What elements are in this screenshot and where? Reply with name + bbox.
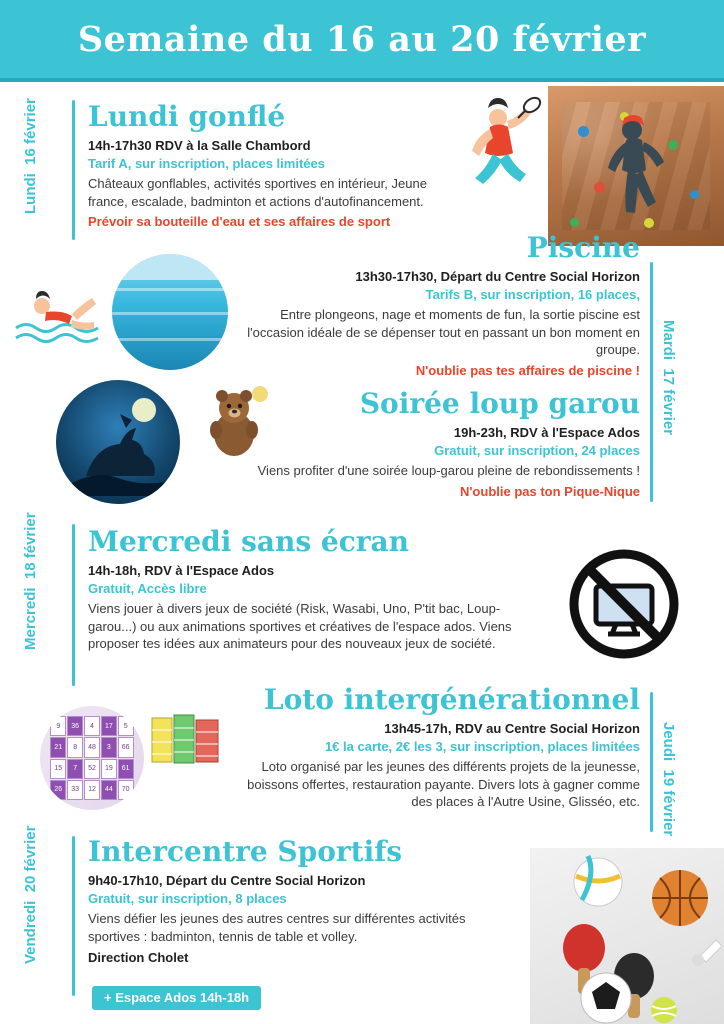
thursday-accent-bar — [650, 692, 653, 832]
event-warning: N'oublie pas ton Pique-Nique — [459, 483, 640, 499]
bingo-card-stack — [150, 712, 222, 768]
event-warning: Prévoir sa bouteille d'eau et ses affaires de sport — [88, 214, 391, 229]
swimming-pool-photo — [112, 254, 228, 370]
day-label-thursday — [660, 722, 677, 837]
event-price: Gratuit, sur inscription, 24 places — [434, 443, 640, 458]
werewolf-illustration — [56, 380, 180, 504]
day-date-thursday: 19 février — [660, 769, 677, 837]
event-block-intercentre — [88, 836, 508, 967]
event-desc: Loto organisé par les jeunes des différents projets de la jeunesse, boissons offertes, restauration payante. Divers lots à gagner comme des places à l'Autre Usine, Glisséo, etc. — [247, 759, 640, 809]
day-date-wednesday: 18 février — [22, 512, 39, 580]
page-title: Semaine du 16 au 20 février — [77, 18, 647, 60]
event-title: Intercentre Sportifs — [88, 835, 403, 868]
header-divider — [0, 78, 724, 82]
event-meta: 13h45-17h, RDV au Centre Social Horizon — [384, 721, 640, 736]
climber-figure-icon — [548, 86, 724, 246]
event-desc: Châteaux gonflables, activités sportives en intérieur, Jeune france, escalade, badminton et actions d'autofinancement. — [88, 176, 427, 209]
monday-accent-bar — [72, 100, 75, 240]
day-name-wednesday: Mercredi — [22, 587, 39, 650]
day-date-tuesday: 17 février — [660, 368, 677, 436]
espace-ados-badge: + Espace Ados 14h-18h — [92, 986, 261, 1010]
event-price: Gratuit, Accès libre — [88, 581, 207, 596]
event-title: Soirée loup garou — [359, 387, 640, 420]
page-header — [0, 0, 724, 78]
event-title: Mercredi sans écran — [88, 525, 410, 558]
sports-equipment-icon — [530, 848, 724, 1024]
event-price: Tarif A, sur inscription, places limitées — [88, 156, 325, 171]
no-screen-icon — [568, 548, 680, 660]
event-block-monday — [88, 101, 468, 230]
event-title: Loto intergénérationnel — [263, 683, 640, 716]
event-price: 1€ la carte, 2€ les 3, sur inscription, places limitées — [324, 739, 640, 754]
no-television-icon — [568, 548, 680, 660]
event-desc: Viens profiter d'une soirée loup-garou pleine de rebondissements ! — [257, 463, 640, 478]
day-name-friday: Vendredi — [22, 900, 39, 964]
event-block-loto — [230, 684, 640, 811]
event-desc: Viens jouer à divers jeux de société (Risk, Wasabi, Uno, P'tit bac, Loup-garou...) ou aux animations sportives et créatives de l'espace ados. Viens proposer tes idées aux animateurs pour des nouveaux jeux de société. — [88, 601, 512, 651]
day-date-monday: 16 février — [22, 98, 39, 165]
day-label-monday — [22, 98, 39, 214]
sports-balls-photo — [530, 848, 724, 1024]
event-price: Tarifs B, sur inscription, 16 places, — [425, 287, 640, 302]
tuesday-accent-bar — [650, 262, 653, 502]
friday-accent-bar — [72, 836, 75, 996]
day-name-tuesday: Mardi — [660, 320, 677, 361]
event-title: Piscine — [526, 231, 640, 264]
badminton-player-illustration — [452, 96, 548, 192]
event-block-piscine — [236, 232, 640, 379]
bingo-tickets-icon — [150, 712, 222, 768]
event-desc: Viens défier les jeunes des autres centres sur différentes activités sportives : badminton, tennis de table et volley. — [88, 911, 466, 944]
event-block-loup-garou — [236, 388, 640, 500]
event-block-mercredi — [88, 526, 548, 653]
climbing-wall-photo — [548, 86, 724, 246]
event-warning: N'oublie pas tes affaires de piscine ! — [415, 362, 640, 378]
event-meta: 14h-18h, RDV à l'Espace Ados — [88, 563, 275, 578]
bear-illustration — [204, 382, 276, 458]
bingo-cards-photo — [40, 706, 144, 810]
badminton-icon — [452, 96, 548, 192]
swimmer-illustration — [14, 284, 102, 348]
bingo-grid: 9 36 4 17 5 21 8 48 3 66 15 7 52 19 61 26 33 12 44 70 — [50, 716, 133, 799]
event-price: Gratuit, sur inscription, 8 places — [88, 891, 287, 906]
day-name-monday: Lundi — [22, 173, 39, 214]
day-label-friday — [22, 825, 39, 964]
event-meta: 19h-23h, RDV à l'Espace Ados — [453, 425, 640, 440]
wednesday-accent-bar — [72, 524, 75, 686]
day-label-wednesday — [22, 512, 39, 650]
bear-icon — [204, 382, 276, 458]
event-desc: Entre plongeons, nage et moments de fun, la sortie piscine est l'occasion idéale de se dépenser tout en passant un bon moment en groupe. — [247, 307, 640, 357]
day-label-tuesday — [660, 320, 677, 436]
werewolf-icon — [56, 380, 180, 504]
day-date-friday: 20 février — [22, 825, 39, 893]
event-meta: 14h-17h30 RDV à la Salle Chambord — [88, 138, 311, 153]
event-title: Lundi gonflé — [88, 100, 286, 133]
event-meta: 9h40-17h10, Départ du Centre Social Horizon — [88, 873, 366, 888]
event-direction: Direction Cholet — [88, 950, 189, 965]
day-name-thursday: Jeudi — [660, 722, 677, 762]
swimmer-icon — [14, 284, 102, 348]
event-meta: 13h30-17h30, Départ du Centre Social Horizon — [355, 269, 640, 284]
